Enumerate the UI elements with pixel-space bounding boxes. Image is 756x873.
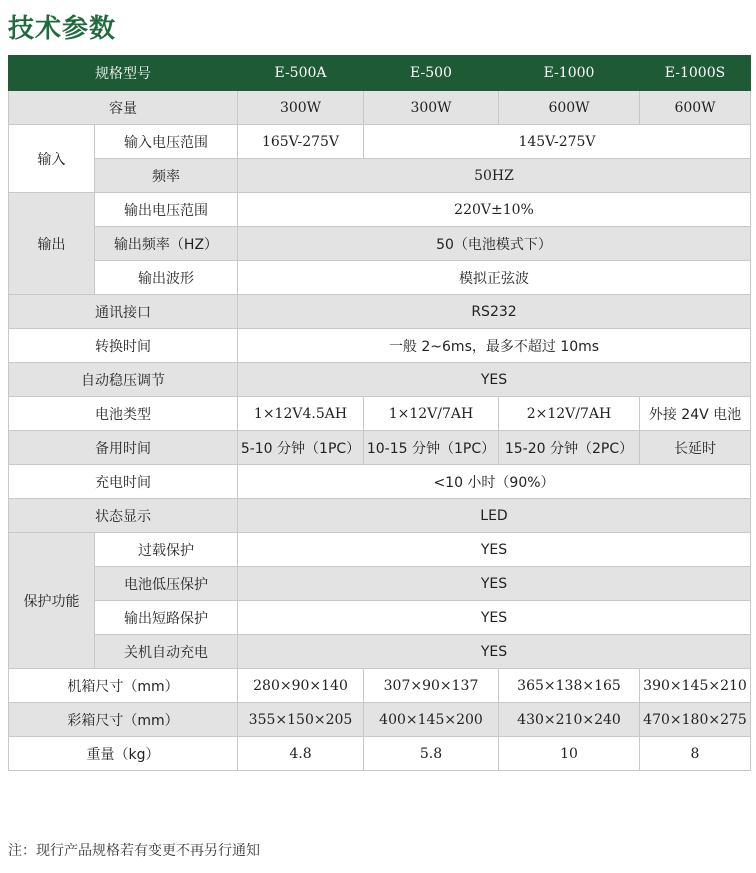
table-row-output-wave [9,261,751,295]
table-row-protection-charge [9,635,751,669]
row-label: 通讯接口 [9,295,238,329]
table-cell: YES [238,533,751,567]
table-cell: <10 小时（90%） [238,465,751,499]
footnote: 注：现行产品规格若有变更不再另行通知 [8,843,260,859]
row-label: 彩箱尺寸（mm） [9,703,238,737]
table-row-status [9,499,751,533]
row-label: 输出短路保护 [95,601,238,635]
header-model: E-500A [238,56,364,91]
table-cell: 600W [499,91,640,125]
table-cell: 300W [238,91,364,125]
table-row-input-voltage [9,125,751,159]
table-cell: 2×12V/7AH [499,397,640,431]
table-cell: 470×180×275 [640,703,751,737]
table-cell: 5.8 [364,737,499,771]
table-row-avr [9,363,751,397]
table-cell: 307×90×137 [364,669,499,703]
table-cell: 4.8 [238,737,364,771]
table-cell: 600W [640,91,751,125]
table-row-backup [9,431,751,465]
row-label: 备用时间 [9,431,238,465]
table-cell: LED [238,499,751,533]
table-cell: 1×12V/7AH [364,397,499,431]
table-cell: 430×210×240 [499,703,640,737]
header-label: 规格型号 [9,56,238,91]
table-cell: 365×138×165 [499,669,640,703]
table-row-output-freq [9,227,751,261]
table-row-output-voltage [9,193,751,227]
table-cell: 220V±10% [238,193,751,227]
table-cell: 165V-275V [238,125,364,159]
row-label: 电池低压保护 [95,567,238,601]
row-label: 重量（kg） [9,737,238,771]
spec-table [8,55,751,771]
table-cell: 一般 2~6ms，最多不超过 10ms [238,329,751,363]
table-header-row [9,56,751,91]
table-cell: YES [238,363,751,397]
header-model: E-500 [364,56,499,91]
header-model: E-1000S [640,56,751,91]
table-cell: 280×90×140 [238,669,364,703]
row-label: 关机自动充电 [95,635,238,669]
row-label: 输出电压范围 [95,193,238,227]
table-cell: 50HZ [238,159,751,193]
group-label-protection: 保护功能 [9,533,95,669]
table-cell: 模拟正弦波 [238,261,751,295]
table-row-input-freq [9,159,751,193]
row-label: 机箱尺寸（mm） [9,669,238,703]
table-cell: 10 [499,737,640,771]
table-row-transfer [9,329,751,363]
table-cell: 355×150×205 [238,703,364,737]
row-label: 自动稳压调节 [9,363,238,397]
row-label: 输入电压范围 [95,125,238,159]
table-cell: 400×145×200 [364,703,499,737]
table-row-capacity [9,91,751,125]
table-cell: 50（电池模式下） [238,227,751,261]
row-label: 状态显示 [9,499,238,533]
table-cell: 10-15 分钟（1PC） [364,431,499,465]
table-row-weight [9,737,751,771]
table-row-charge [9,465,751,499]
table-cell: YES [238,635,751,669]
table-row-protection-lowbat [9,567,751,601]
table-cell: 5-10 分钟（1PC） [238,431,364,465]
table-cell: RS232 [238,295,751,329]
table-cell: 15-20 分钟（2PC） [499,431,640,465]
table-cell: 145V-275V [364,125,751,159]
table-cell: 8 [640,737,751,771]
table-row-protection-short [9,601,751,635]
table-cell: YES [238,601,751,635]
row-label: 频率 [95,159,238,193]
row-label: 过载保护 [95,533,238,567]
row-label: 输出波形 [95,261,238,295]
row-label: 转换时间 [9,329,238,363]
table-cell: 长延时 [640,431,751,465]
table-row-box-size [9,703,751,737]
row-label: 电池类型 [9,397,238,431]
table-row-protection-overload [9,533,751,567]
row-label: 输出频率（HZ） [95,227,238,261]
header-model: E-1000 [499,56,640,91]
row-label: 充电时间 [9,465,238,499]
table-cell: YES [238,567,751,601]
table-row-case-size [9,669,751,703]
page-title: 技术参数 [8,14,117,44]
table-cell: 1×12V4.5AH [238,397,364,431]
table-cell: 300W [364,91,499,125]
table-row-comm [9,295,751,329]
table-cell: 外接 24V 电池 [640,397,751,431]
table-row-battery [9,397,751,431]
table-cell: 390×145×210 [640,669,751,703]
group-label-input: 输入 [9,125,95,193]
group-label-output: 输出 [9,193,95,295]
row-label: 容量 [9,91,238,125]
